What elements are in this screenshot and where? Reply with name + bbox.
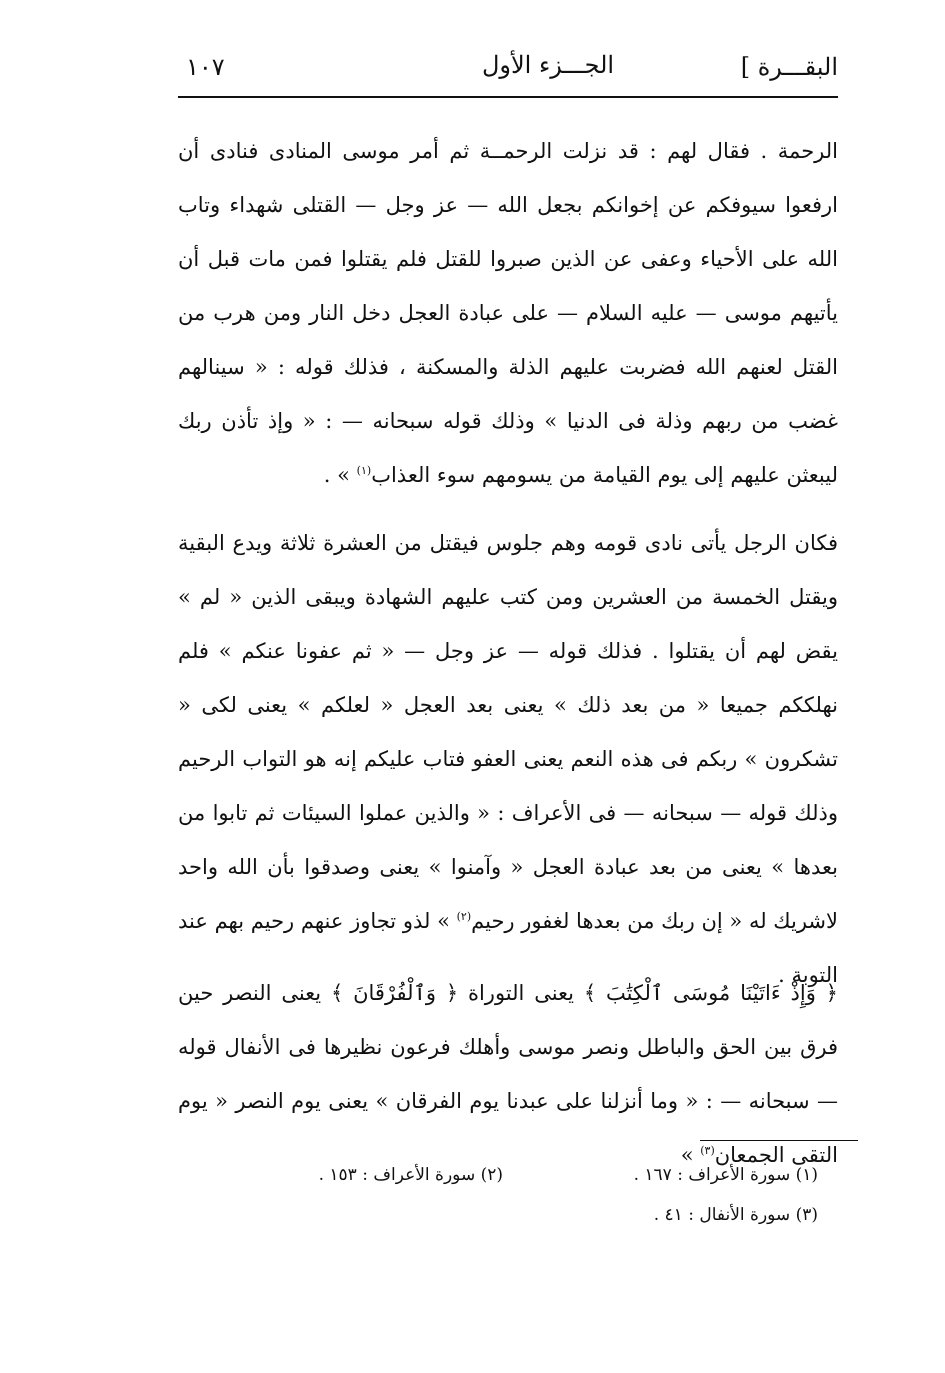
paragraph-2-end: » لذو تجاوز عنهم رحيم بهم عند التوبة . bbox=[178, 909, 838, 987]
paragraph-3-end: » bbox=[680, 1143, 701, 1167]
paragraph-2 bbox=[178, 516, 838, 1002]
paragraph-1-end: » . bbox=[323, 463, 357, 487]
footnotes bbox=[178, 1165, 838, 1245]
footnote-3: (٣) سورة الأنفال : ٤١ . bbox=[653, 1205, 818, 1225]
header-rule bbox=[178, 96, 838, 98]
part-title: الجـــزء الأول bbox=[481, 51, 615, 79]
paragraph-3-text: ﴿ وَإِذْ ءَاتَيْنَا مُوسَى ٱلْكِتَٰبَ ﴾ يعنى التوراة ﴿ وَٱلْفُرْقَانَ ﴾ يعنى النصر حين فرق بين الحق والباطل ونصر موسى وأهلك فرعون نظيرها فى الأنفال قوله — سبحانه — : « وما أنزلنا على عبدنا يوم الفرقان » يعنى يوم النصر « يوم التقى الجمعان bbox=[178, 981, 838, 1167]
paragraph-1 bbox=[178, 124, 838, 502]
footnote-ref-3: (٣) bbox=[700, 1144, 715, 1157]
page-number: ١٠٧ bbox=[186, 53, 225, 81]
paragraph-1-text: الرحمة . فقال لهم : قد نزلت الرحمــة ثم أمر موسى المنادى فنادى أن ارفعوا سيوفكم عن إخوانكم بجعل الله — عز وجل — القتلى شهداء وتاب الله على الأحياء وعفى عن الذين صبروا للقتل فلم يقتلوا فمن مات قبل أن يأتيهم موسى — عليه السلام — على عبادة العجل دخل النار ومن هرب من القتل لعنهم الله فضربت عليهم الذلة والمسكنة ، فذلك قوله : « سينالهم غضب من ربهم وذلة فى الدنيا » وذلك قوله سبحانه — : « وإذ تأذن ربك ليبعثن عليهم إلى يوم القيامة من يسومهم سوء العذاب bbox=[178, 139, 838, 487]
surah-name: البقـــرة ] bbox=[740, 53, 838, 81]
footnote-rule bbox=[700, 1140, 858, 1141]
page-header bbox=[178, 45, 838, 93]
footnote-ref-1: (١) bbox=[356, 464, 372, 477]
paragraph-2-text: فكان الرجل يأتى نادى قومه وهم جلوس فيقتل من العشرة ثلاثة ويدع البقية ويقتل الخمسة من العشرين ومن كتب عليهم الشهادة ويبقى الذين « لم » يقض لهم أن يقتلوا . فذلك قوله — عز وجل — « ثم عفونا عنكم » فلم نهلككم جميعا « من بعد ذلك » يعنى بعد العجل « لعلكم » يعنى لكى « تشكرون » ربكم فى هذه النعم يعنى العفو فتاب عليكم إنه هو التواب الرحيم وذلك قوله — سبحانه — فى الأعراف : « والذين عملوا السيئات ثم تابوا من بعدها » يعنى من بعد عبادة العجل « وآمنوا » يعنى وصدقوا بأن الله واحد لاشريك له « إن ربك من بعدها لغفور رحيم bbox=[178, 531, 838, 933]
footnote-2: (٢) سورة الأعراف : ١٥٣ . bbox=[318, 1165, 503, 1185]
paragraph-3 bbox=[178, 966, 838, 1182]
footnote-1: (١) سورة الأعراف : ١٦٧ . bbox=[633, 1165, 818, 1185]
footnote-ref-2: (٢) bbox=[456, 910, 472, 923]
